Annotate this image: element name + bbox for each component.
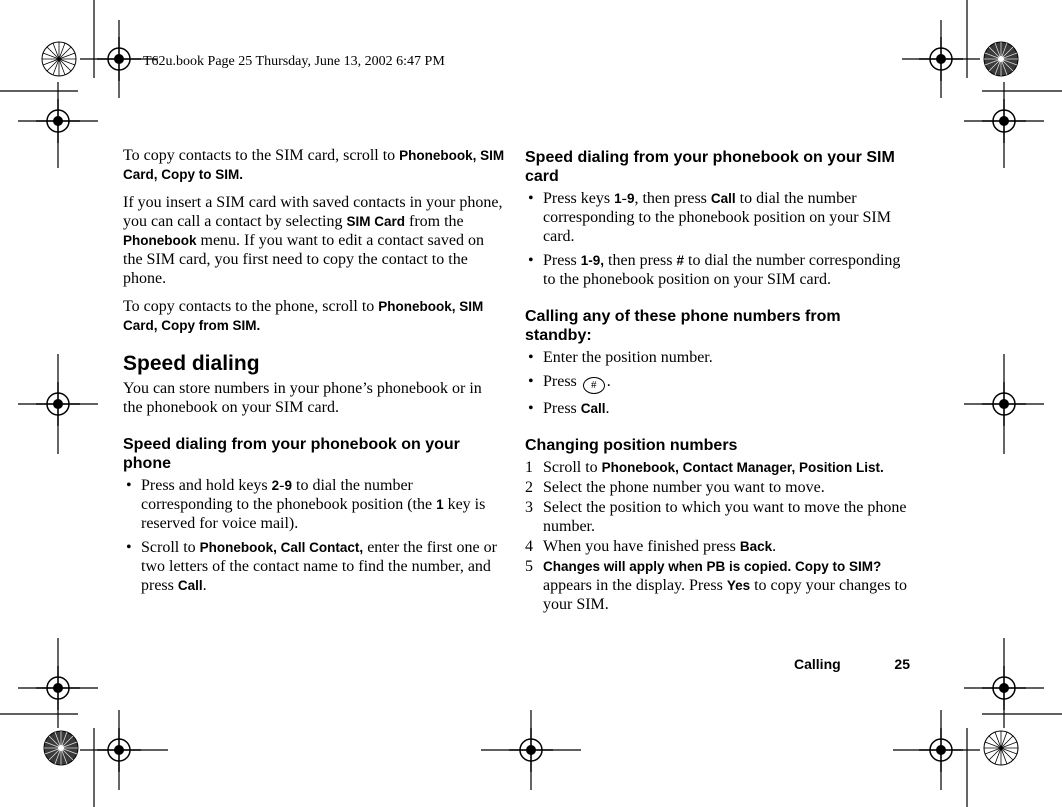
step-item: 5 Changes will apply when PB is copied. Copy to SIM? appears in the display. Press Yes to copy your changes to your SIM. (525, 558, 907, 613)
page-number: 25 (894, 656, 910, 672)
menu-item-sim-card: SIM Card (346, 214, 405, 229)
list-item: • Press # . (525, 372, 910, 394)
step-item: 4 When you have finished press Back. (525, 538, 777, 555)
book-info-header: T62u.book Page 25 Thursday, June 13, 2002 6:47 PM (143, 54, 445, 69)
phone-speed-dial-heading: Speed dialing from your phonebook on your phone (123, 436, 460, 472)
list-item: • Press keys 1-9, then press Call to dial the number corresponding to the phonebook position on your SIM card. (528, 190, 891, 245)
speed-dialing-heading: Speed dialing (123, 352, 260, 375)
left-column (123, 146, 505, 600)
list-item: • Scroll to Phonebook, Call Contact, enter the first one or two letters of the contact name to find the number, and press Call. (126, 539, 497, 594)
standby-list (525, 348, 910, 418)
list-item: • Press 1-9, then press # to dial the number corresponding to the phonebook position on your SIM card. (528, 252, 901, 288)
step-item: 2 Select the phone number you want to move. (525, 479, 825, 496)
hash-key-icon: # (583, 377, 605, 394)
position-steps-list (525, 458, 910, 614)
sim-contacts-paragraph: If you insert a SIM card with saved contacts in your phone, you can call a contact by selecting SIM Card from the Phonebook menu. If you want to edit a contact saved on the SIM card, you first need to copy the contact to the phone. (123, 194, 503, 287)
phone-speed-dial-list (123, 476, 505, 595)
speed-dialing-intro: You can store numbers in your phone’s phonebook or in the phonebook on your SIM card. (123, 380, 482, 416)
section-name: Calling (794, 656, 841, 672)
list-item: • Enter the position number. (528, 349, 713, 366)
right-column (525, 146, 910, 615)
standby-heading: Calling any of these phone numbers from standby: (525, 308, 841, 344)
menu-item-phonebook: Phonebook (123, 233, 197, 248)
copy-from-sim-paragraph: To copy contacts to the phone, scroll to Phonebook, SIM Card, Copy from SIM. (123, 298, 484, 333)
sim-speed-dial-heading: Speed dialing from your phonebook on your SIM card (525, 149, 895, 185)
step-item: 3 Select the position to which you want to move the phone number. (525, 499, 907, 535)
copy-to-sim-paragraph: To copy contacts to the SIM card, scroll to Phonebook, SIM Card, Copy to SIM. (123, 147, 505, 182)
menu-path: Phonebook, SIM Card, Copy to SIM. (123, 148, 505, 182)
sim-speed-dial-list (525, 189, 910, 289)
step-item: 1 Scroll to Phonebook, Contact Manager, Position List. (525, 459, 884, 476)
list-item: • Press Call. (528, 400, 610, 417)
position-numbers-heading: Changing position numbers (525, 437, 738, 454)
list-item: • Press and hold keys 2-9 to dial the number corresponding to the phonebook position (the 1 key is reserved for voice mail). (126, 477, 486, 532)
menu-path: Phonebook, SIM Card, Copy from SIM. (123, 299, 484, 333)
page-footer (794, 656, 910, 672)
